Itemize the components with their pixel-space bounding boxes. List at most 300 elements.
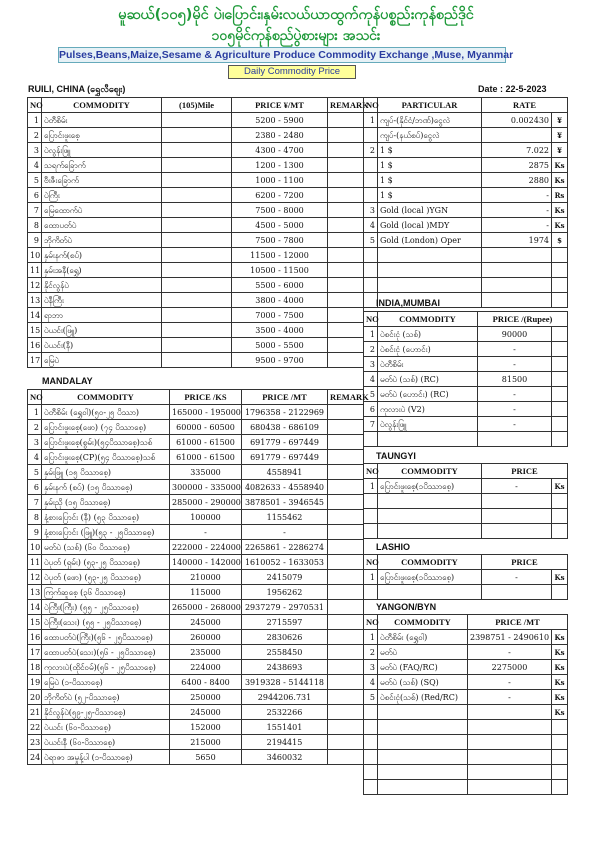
row-number: 21	[28, 705, 42, 720]
commodity-name: ပဲစင်းငုံ (ဟောင်း)	[378, 342, 478, 357]
remark	[328, 690, 364, 705]
remark	[328, 158, 364, 173]
table-row	[364, 263, 568, 278]
remark	[328, 293, 364, 308]
price-mt	[468, 765, 552, 780]
currency-unit	[552, 327, 568, 342]
remark	[328, 660, 364, 675]
row-number: 14	[28, 308, 42, 323]
table-row	[364, 750, 568, 765]
table-row	[28, 338, 364, 353]
table-header-row	[364, 555, 568, 570]
currency-unit: Ks	[552, 690, 568, 705]
price-mt: 3919328 - 5144118	[242, 675, 328, 690]
row-number: 4	[28, 450, 42, 465]
row-number: 2	[364, 645, 378, 660]
table-row	[28, 510, 364, 525]
remark	[328, 600, 364, 615]
price-yuan-mt: 9500 - 9700	[232, 353, 328, 368]
mile-price	[162, 233, 232, 248]
row-number: 4	[364, 675, 378, 690]
price-yuan-mt: 6200 - 7200	[232, 188, 328, 203]
price-ks: 140000 - 142000	[170, 555, 242, 570]
commodity-name	[378, 494, 482, 509]
price-mt: 680438 - 686109	[242, 420, 328, 435]
row-number: 20	[28, 690, 42, 705]
price-ks: 165000 - 195000	[170, 405, 242, 420]
price-value: -	[482, 479, 552, 494]
price-yuan-mt: 11500 - 12000	[232, 248, 328, 263]
remark	[328, 338, 364, 353]
table-row	[364, 158, 568, 173]
table-row	[28, 435, 364, 450]
table-row	[28, 420, 364, 435]
table-row	[28, 203, 364, 218]
remark	[328, 113, 364, 128]
table-row	[28, 128, 364, 143]
price-ks: 215000	[170, 735, 242, 750]
commodity-name: ပဲတီစိမ်း	[378, 357, 478, 372]
price-ks: 222000 - 224000	[170, 540, 242, 555]
table-row	[364, 432, 568, 447]
column-header: PRICE /(Rupee)	[478, 312, 568, 327]
table-header-row	[28, 98, 364, 113]
row-number: 22	[28, 720, 42, 735]
table-row	[28, 585, 364, 600]
price-yuan-mt: 3500 - 4000	[232, 323, 328, 338]
commodity-name: ပဲနီကြီး	[42, 293, 162, 308]
row-number: 1	[28, 405, 42, 420]
column-header: NO	[28, 390, 42, 405]
currency-unit	[552, 585, 568, 600]
remark	[328, 405, 364, 420]
table-row	[364, 113, 568, 128]
table-row	[28, 720, 364, 735]
commodity-name: ဗီးဇီးခြောက်	[42, 173, 162, 188]
mile-price	[162, 263, 232, 278]
price-mt	[468, 735, 552, 750]
price-yuan-mt: 4300 - 4700	[232, 143, 328, 158]
table-row	[28, 495, 364, 510]
table-row	[364, 570, 568, 585]
price-ks: 100000	[170, 510, 242, 525]
commodity-name	[378, 750, 468, 765]
price-yuan-mt: 10500 - 11500	[232, 263, 328, 278]
remark	[328, 203, 364, 218]
commodity-name: နှမ်းနက် (စပ်) (၁၅ ပိဿာစေ့)	[42, 480, 170, 495]
row-number: 7	[28, 495, 42, 510]
remark	[328, 353, 364, 368]
table-row	[28, 540, 364, 555]
table-row	[364, 720, 568, 735]
commodity-name: ပဲလွန်းဖြူ	[42, 143, 162, 158]
currency-unit: Ks	[552, 173, 568, 188]
remark	[328, 465, 364, 480]
mile-price	[162, 323, 232, 338]
remark	[328, 540, 364, 555]
taungyi-price-table	[363, 463, 568, 539]
commodity-name: မြေပဲ (၁-ပိဿာစေ့)	[42, 675, 170, 690]
commodity-name: ပြောင်းဖူးစေ့(စွမ်း)(၅၄ပိဿာစေ့)သစ်	[42, 435, 170, 450]
row-number: 18	[28, 660, 42, 675]
remark	[328, 720, 364, 735]
currency-unit: Ks	[552, 630, 568, 645]
column-header: NO	[364, 312, 378, 327]
row-number: 1	[364, 630, 378, 645]
row-number: 1	[28, 113, 42, 128]
mile-price	[162, 143, 232, 158]
row-number: 1	[364, 570, 378, 585]
mandalay-price-table	[27, 389, 369, 765]
price-mt: -	[468, 645, 552, 660]
row-number: 8	[28, 218, 42, 233]
currency-unit	[552, 357, 568, 372]
commodity-name	[378, 524, 482, 539]
row-number: 19	[28, 675, 42, 690]
currency-unit	[552, 765, 568, 780]
table-row	[364, 188, 568, 203]
commodity-name: နှမ်းဖြူ (၁၅ ပိဿာစေ့)	[42, 465, 170, 480]
yangon-price-table	[363, 614, 568, 795]
commodity-name: ပဲစင်းငုံ(သစ်) (Red/RC)	[378, 690, 468, 705]
column-header: PRICE	[482, 464, 568, 479]
particular	[378, 248, 482, 263]
price-mt: 2415079	[242, 570, 328, 585]
row-number: 7	[364, 417, 378, 432]
remark	[328, 555, 364, 570]
row-number	[364, 263, 378, 278]
table-row	[364, 660, 568, 675]
table-row	[28, 675, 364, 690]
row-number: 1	[364, 327, 378, 342]
table-row	[364, 494, 568, 509]
column-header: COMMODITY	[42, 98, 162, 113]
price-mt: 1956262	[242, 585, 328, 600]
particular: 1 $	[378, 188, 482, 203]
row-number	[364, 524, 378, 539]
row-number: 17	[28, 645, 42, 660]
remark	[328, 510, 364, 525]
table-row	[364, 203, 568, 218]
column-header: PRICE /MT	[468, 615, 568, 630]
row-number: 2	[364, 342, 378, 357]
row-number: 15	[28, 615, 42, 630]
price-mt: 2944206.731	[242, 690, 328, 705]
remark	[328, 323, 364, 338]
row-number: 17	[28, 353, 42, 368]
row-number	[364, 585, 378, 600]
remark	[328, 218, 364, 233]
row-number: 11	[28, 555, 42, 570]
row-number: 16	[28, 630, 42, 645]
table-row	[364, 509, 568, 524]
lashio-price-table	[363, 554, 568, 600]
table-row	[364, 524, 568, 539]
table-row	[28, 248, 364, 263]
remark	[328, 128, 364, 143]
price-ks: 210000	[170, 570, 242, 585]
table-header-row	[364, 312, 568, 327]
commodity-name: ပဲယင်း (၆၀-ပိဿာစေ့)	[42, 720, 170, 735]
table-row	[28, 525, 364, 540]
commodity-name: နှမ်းအနီ(ရွှေ)	[42, 263, 162, 278]
table-row	[28, 750, 364, 765]
remark	[328, 420, 364, 435]
row-number	[364, 735, 378, 750]
table-row	[364, 173, 568, 188]
row-number: 10	[28, 540, 42, 555]
row-number: 13	[28, 585, 42, 600]
table-row	[28, 188, 364, 203]
column-header: NO	[364, 464, 378, 479]
price-ks: 300000 - 335000	[170, 480, 242, 495]
table-row	[28, 278, 364, 293]
row-number: 5	[364, 233, 378, 248]
row-number: 2	[364, 143, 378, 158]
table-row	[364, 705, 568, 720]
price-rupee: -	[478, 357, 552, 372]
rate-value	[482, 278, 552, 293]
particular	[378, 278, 482, 293]
column-header: REMARK	[328, 390, 364, 405]
mandalay-section-title: MANDALAY	[42, 376, 93, 386]
row-number: 1	[364, 113, 378, 128]
rate-value	[482, 293, 552, 308]
commodity-name: ဘိုကိတ်ပဲ (၅၂-ပိဿာစေ့)	[42, 690, 170, 705]
table-row	[364, 278, 568, 293]
table-row	[364, 630, 568, 645]
header-title-mm: မူဆယ်(၁၀၅)မိုင် ပဲ၊ပြောင်း၊နှမ်းလယ်ယာထွက်ကုန်ပစ္စည်းကုန်စည်ဒိုင်	[118, 7, 474, 23]
table-row	[364, 645, 568, 660]
remark	[328, 263, 364, 278]
currency-unit: Ks	[552, 660, 568, 675]
price-rupee: 90000	[478, 327, 552, 342]
price-rupee: -	[478, 387, 552, 402]
price-ks: 245000	[170, 705, 242, 720]
table-row	[364, 479, 568, 494]
india-price-table	[363, 311, 568, 447]
price-mt: -	[242, 525, 328, 540]
remark	[328, 248, 364, 263]
commodity-name: ထောပတ်ပဲ(သေး)(၅၆ - ၂၅ပိဿာစေ့)	[42, 645, 170, 660]
table-row	[364, 675, 568, 690]
price-yuan-mt: 4500 - 5000	[232, 218, 328, 233]
commodity-name: ထောပတ်ပဲ	[42, 218, 162, 233]
price-yuan-mt: 5000 - 5500	[232, 338, 328, 353]
price-value	[482, 494, 552, 509]
commodity-name	[378, 765, 468, 780]
commodity-name: ကြက်ဆူစေ့ (၃၆ ပိဿာစေ့)	[42, 585, 170, 600]
currency-unit: ¥	[552, 113, 568, 128]
commodity-name: ပဲကြီး(သေး) (၅၅ - ၂၅ပိဿာစေ့)	[42, 615, 170, 630]
currency-unit	[552, 780, 568, 795]
commodity-name: ပြောင်းဖူးစေ့	[42, 128, 162, 143]
row-number: 4	[364, 218, 378, 233]
particular: 1 $	[378, 173, 482, 188]
column-header: COMMODITY	[378, 555, 482, 570]
rate-value: 2880	[482, 173, 552, 188]
row-number: 4	[28, 158, 42, 173]
row-number: 10	[28, 248, 42, 263]
row-number: 24	[28, 750, 42, 765]
row-number	[364, 128, 378, 143]
rate-value: -	[482, 203, 552, 218]
row-number: 5	[28, 173, 42, 188]
price-rupee: 81500	[478, 372, 552, 387]
table-row	[364, 218, 568, 233]
mile-price	[162, 278, 232, 293]
rate-value: -	[482, 218, 552, 233]
mile-price	[162, 128, 232, 143]
price-ks: 260000	[170, 630, 242, 645]
rate-value: 2875	[482, 158, 552, 173]
table-row	[364, 585, 568, 600]
table-row	[28, 465, 364, 480]
commodity-name	[378, 720, 468, 735]
table-row	[28, 405, 364, 420]
particular: Gold (local )MDY	[378, 218, 482, 233]
commodity-name: ပဲကြီး(ကြီး) (၅၅ - ၂၅ပိဿာစေ့)	[42, 600, 170, 615]
table-header-row	[364, 615, 568, 630]
commodity-name: မြေထောက်ပဲ	[42, 203, 162, 218]
commodity-name: ပဲတီစိမ်း (ရွှေဝါ)(၅၀-၂၅ ပိဿာ)	[42, 405, 170, 420]
commodity-name: ပြောင်းဖူးစေ့(CP)(၅၄ ပိဿာစေ့)သစ်	[42, 450, 170, 465]
currency-unit	[552, 293, 568, 308]
currency-unit	[552, 735, 568, 750]
price-value: -	[482, 570, 552, 585]
table-header-row	[28, 390, 364, 405]
mile-price	[162, 353, 232, 368]
price-mt: 1796358 - 2122969	[242, 405, 328, 420]
currency-unit: Ks	[552, 705, 568, 720]
remark	[328, 525, 364, 540]
table-row	[28, 645, 364, 660]
row-number	[364, 188, 378, 203]
table-row	[28, 600, 364, 615]
row-number: 16	[28, 338, 42, 353]
mile-price	[162, 188, 232, 203]
column-header: COMMODITY	[378, 615, 468, 630]
mile-price	[162, 293, 232, 308]
remark	[328, 143, 364, 158]
table-row	[28, 615, 364, 630]
table-row	[364, 143, 568, 158]
commodity-name: သရက်ခြောက်	[42, 158, 162, 173]
price-ks: -	[170, 525, 242, 540]
price-mt: 3460032	[242, 750, 328, 765]
price-ks: 235000	[170, 645, 242, 660]
price-yuan-mt: 7000 - 7500	[232, 308, 328, 323]
commodity-name: မတ်ပဲ (ဟောင်း) (RC)	[378, 387, 478, 402]
table-row	[28, 555, 364, 570]
particular: 1 $	[378, 158, 482, 173]
remark	[328, 435, 364, 450]
particular: 1 $	[378, 143, 482, 158]
particular: Gold (local )YGN	[378, 203, 482, 218]
particular: Gold (London) Oper	[378, 233, 482, 248]
column-header: PRICE	[482, 555, 568, 570]
price-mt: 4082633 - 4558940	[242, 480, 328, 495]
exchange-rate-table	[363, 97, 568, 308]
mile-price	[162, 338, 232, 353]
currency-unit: Ks	[552, 675, 568, 690]
row-number: 6	[28, 188, 42, 203]
price-yuan-mt: 5500 - 6000	[232, 278, 328, 293]
row-number: 5	[364, 387, 378, 402]
row-number: 6	[364, 402, 378, 417]
remark	[328, 308, 364, 323]
commodity-name: ပြောင်းဖူးစေ့(၁ပိဿာစေ့)	[378, 479, 482, 494]
commodity-name: ပဲပုတ် (ဖော) (၅၃-၂၅ ပိဿာစေ့)	[42, 570, 170, 585]
remark	[328, 450, 364, 465]
commodity-name: ကုလားပဲ (V2)	[378, 402, 478, 417]
currency-unit	[552, 494, 568, 509]
yangon-section-title: YANGON/BYN	[376, 602, 437, 612]
currency-unit	[552, 248, 568, 263]
currency-unit	[552, 720, 568, 735]
table-row	[364, 248, 568, 263]
table-row	[364, 233, 568, 248]
currency-unit: Ks	[552, 218, 568, 233]
commodity-name: ပဲတီစိမ်း	[42, 113, 162, 128]
price-mt: 2194415	[242, 735, 328, 750]
currency-unit: Ks	[552, 645, 568, 660]
commodity-name	[378, 780, 468, 795]
price-rupee: -	[478, 417, 552, 432]
column-header: (105)Mile	[162, 98, 232, 113]
remark	[328, 735, 364, 750]
price-mt: 691779 - 697449	[242, 435, 328, 450]
row-number: 8	[28, 510, 42, 525]
price-mt	[468, 720, 552, 735]
table-row	[28, 705, 364, 720]
column-header: COMMODITY	[42, 390, 170, 405]
remark	[328, 585, 364, 600]
commodity-name: ပဲတီစိမ်း (ရွှေဝါ)	[378, 630, 468, 645]
commodity-name: မတ်ပဲ (သစ်) (၆၀ ပိဿာစေ့)	[42, 540, 170, 555]
table-row	[28, 450, 364, 465]
remark	[328, 675, 364, 690]
commodity-name	[378, 585, 482, 600]
report-date: Date : 22-5-2023	[478, 84, 547, 94]
price-mt: 2438693	[242, 660, 328, 675]
currency-unit: $	[552, 233, 568, 248]
table-row	[28, 735, 364, 750]
price-yuan-mt: 2380 - 2480	[232, 128, 328, 143]
table-row	[28, 323, 364, 338]
currency-unit: Ks	[552, 570, 568, 585]
rate-value: 1974	[482, 233, 552, 248]
price-ks: 152000	[170, 720, 242, 735]
commodity-name	[378, 705, 468, 720]
table-row	[364, 128, 568, 143]
commodity-name: ကုလားပဲ(ထိုင်ဝမ်)(၅၆ - ၂၅ပိဿာစေ့)	[42, 660, 170, 675]
price-value	[482, 509, 552, 524]
commodity-name: ပဲကြီး	[42, 188, 162, 203]
price-yuan-mt: 1000 - 1100	[232, 173, 328, 188]
price-mt: 2830626	[242, 630, 328, 645]
particular: ကျပ်-(နယ်စပ်)ငွေလဲ	[378, 128, 482, 143]
price-ks: 6400 - 8400	[170, 675, 242, 690]
row-number	[364, 158, 378, 173]
price-mt: 2532266	[242, 705, 328, 720]
remark	[328, 495, 364, 510]
price-mt: 2558450	[242, 645, 328, 660]
table-row	[364, 735, 568, 750]
price-ks: 285000 - 290000	[170, 495, 242, 510]
currency-unit: Ks	[552, 203, 568, 218]
price-mt	[468, 780, 552, 795]
